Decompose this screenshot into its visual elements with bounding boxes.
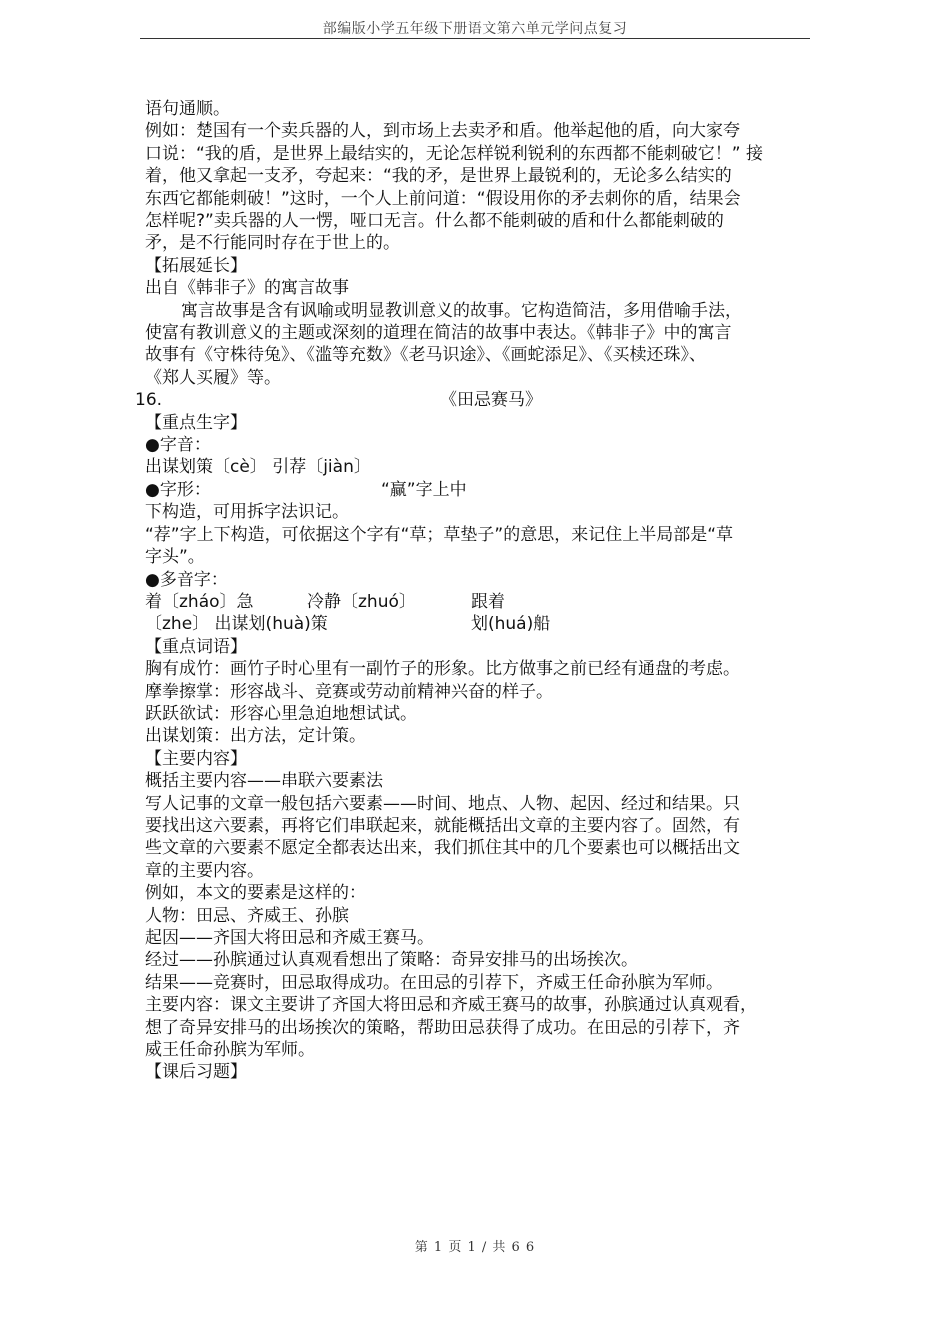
- text-line: 结果——竞赛时，田忌取得成功。在田忌的引荐下，齐威王任命孙膑为军师。: [145, 972, 723, 993]
- text-segment: 跟着: [471, 591, 505, 612]
- page-footer: 第 1 页 1 / 共 6 6: [414, 1240, 536, 1255]
- text-line: 字头”。: [145, 547, 205, 568]
- text-segment: 着〔zháo〕急: [145, 591, 254, 612]
- section-heading: 【拓展延长】: [145, 255, 247, 276]
- section-heading: 【重点生字】: [145, 412, 247, 433]
- text-line: 跃跃欲试：形容心里急迫地想试试。: [145, 703, 417, 724]
- text-line: 例如，本文的要素是这样的：: [145, 883, 366, 904]
- text-line: 摩拳擦掌：形容战斗、竞赛或劳动前精神兴奋的样子。: [145, 681, 553, 702]
- text-line: 出谋划策〔cè〕 引荐〔jiàn〕: [145, 457, 371, 478]
- section-heading: 【主要内容】: [145, 748, 247, 769]
- text-line: 怎样呢?”卖兵器的人一愣，哑口无言。什么都不能刺破的盾和什么都能刺破的: [145, 211, 724, 232]
- text-line: 例如：楚国有一个卖兵器的人，到市场上去卖矛和盾。他举起他的盾，向大家夸: [145, 121, 740, 142]
- text-line: 出谋划策：出方法，定计策。: [145, 726, 366, 747]
- lesson-title: 《田忌赛马》: [440, 390, 542, 411]
- text-segment: 划(huá)船: [471, 614, 551, 635]
- lesson-heading: [135, 389, 815, 411]
- text-line: 胸有成竹：画竹子时心里有一副竹子的形象。比方做事之前已经有通盘的考虑。: [145, 659, 740, 680]
- text-line: 故事有《守株待兔》、《滥等充数》《老马识途》、《画蛇添足》、《买椟还珠》、: [145, 345, 706, 366]
- text-line: 主要内容：课文主要讲了齐国大将田忌和齐威王赛马的故事，孙膑通过认真观看，: [145, 995, 757, 1016]
- text-line: ●多音字：: [145, 569, 228, 590]
- text-line: “荐”字上下构造，可依据这个字有“草；草垫子”的意思，来记住上半局部是“草: [145, 524, 734, 545]
- text-line: 人物：田忌、齐威王、孙膑: [145, 905, 349, 926]
- header-divider: [140, 38, 810, 39]
- text-segment: 〔zhe〕 出谋划(huà)策: [145, 614, 328, 635]
- text-line: 下构造，可用拆字法识记。: [145, 502, 349, 523]
- text-line: 些文章的六要素不愿定全都表达出来，我们抓住其中的几个要素也可以概括出文: [145, 838, 740, 859]
- text-line: ●字音：: [145, 435, 211, 456]
- polyphone-row: [145, 613, 815, 635]
- text-line: 想了奇异安排马的出场挨次的策略，帮助田忌获得了成功。在田忌的引荐下，齐: [145, 1017, 740, 1038]
- document-body: [135, 98, 815, 1084]
- lesson-number: 16.: [135, 390, 163, 411]
- text-line: 着，他又拿起一支矛，夸起来：“我的矛，是世界上最锐利的，无论多么结实的: [145, 166, 732, 187]
- section-heading: 【重点词语】: [145, 636, 247, 657]
- glyph-row: [145, 479, 815, 501]
- text-line: 威王任命孙膑为军师。: [145, 1040, 315, 1060]
- text-line: 寓言故事是含有讽喻或明显教训意义的故事。它构造简洁，多用借喻手法，: [181, 300, 742, 321]
- text-line: 概括主要内容——串联六要素法: [145, 771, 383, 792]
- text-line: 要找出这六要素，再将它们串联起来，就能概括出文章的主要内容了。固然，有: [145, 815, 740, 836]
- text-segment: ●字形：: [145, 479, 211, 500]
- text-line: 《郑人买履》等。: [145, 367, 281, 388]
- text-line: 语句通顺。: [145, 99, 230, 119]
- polyphone-row: [145, 591, 815, 613]
- text-line: 起因——齐国大将田忌和齐威王赛马。: [145, 927, 434, 948]
- text-line: 使富有教训意义的主题或深刻的道理在简洁的故事中表达。《韩非子》中的寓言: [145, 323, 732, 344]
- text-line: 东西它都能刺破！”这时，一个人上前问道：“假设用你的矛去刺你的盾，结果会: [145, 188, 741, 209]
- text-line: 矛，是不行能同时存在于世上的。: [145, 233, 400, 254]
- text-line: 写人记事的文章一般包括六要素——时间、地点、人物、起因、经过和结果。只: [145, 793, 740, 814]
- text-segment: 冷静〔zhuó〕: [307, 591, 416, 612]
- section-heading: 【课后习题】: [145, 1062, 247, 1083]
- page-header: 部编版小学五年级下册语文第六单元学问点复习: [322, 21, 628, 37]
- text-line: 章的主要内容。: [145, 860, 264, 881]
- text-segment: “赢”字上中: [381, 479, 467, 500]
- text-line: 口说：“我的盾，是世界上最结实的，无论怎样锐利锐利的东西都不能刺破它！” 接: [145, 143, 764, 164]
- text-line: 经过——孙膑通过认真观看想出了策略：奇异安排马的出场挨次。: [145, 950, 638, 971]
- text-line: 出自《韩非子》的寓言故事: [145, 278, 349, 299]
